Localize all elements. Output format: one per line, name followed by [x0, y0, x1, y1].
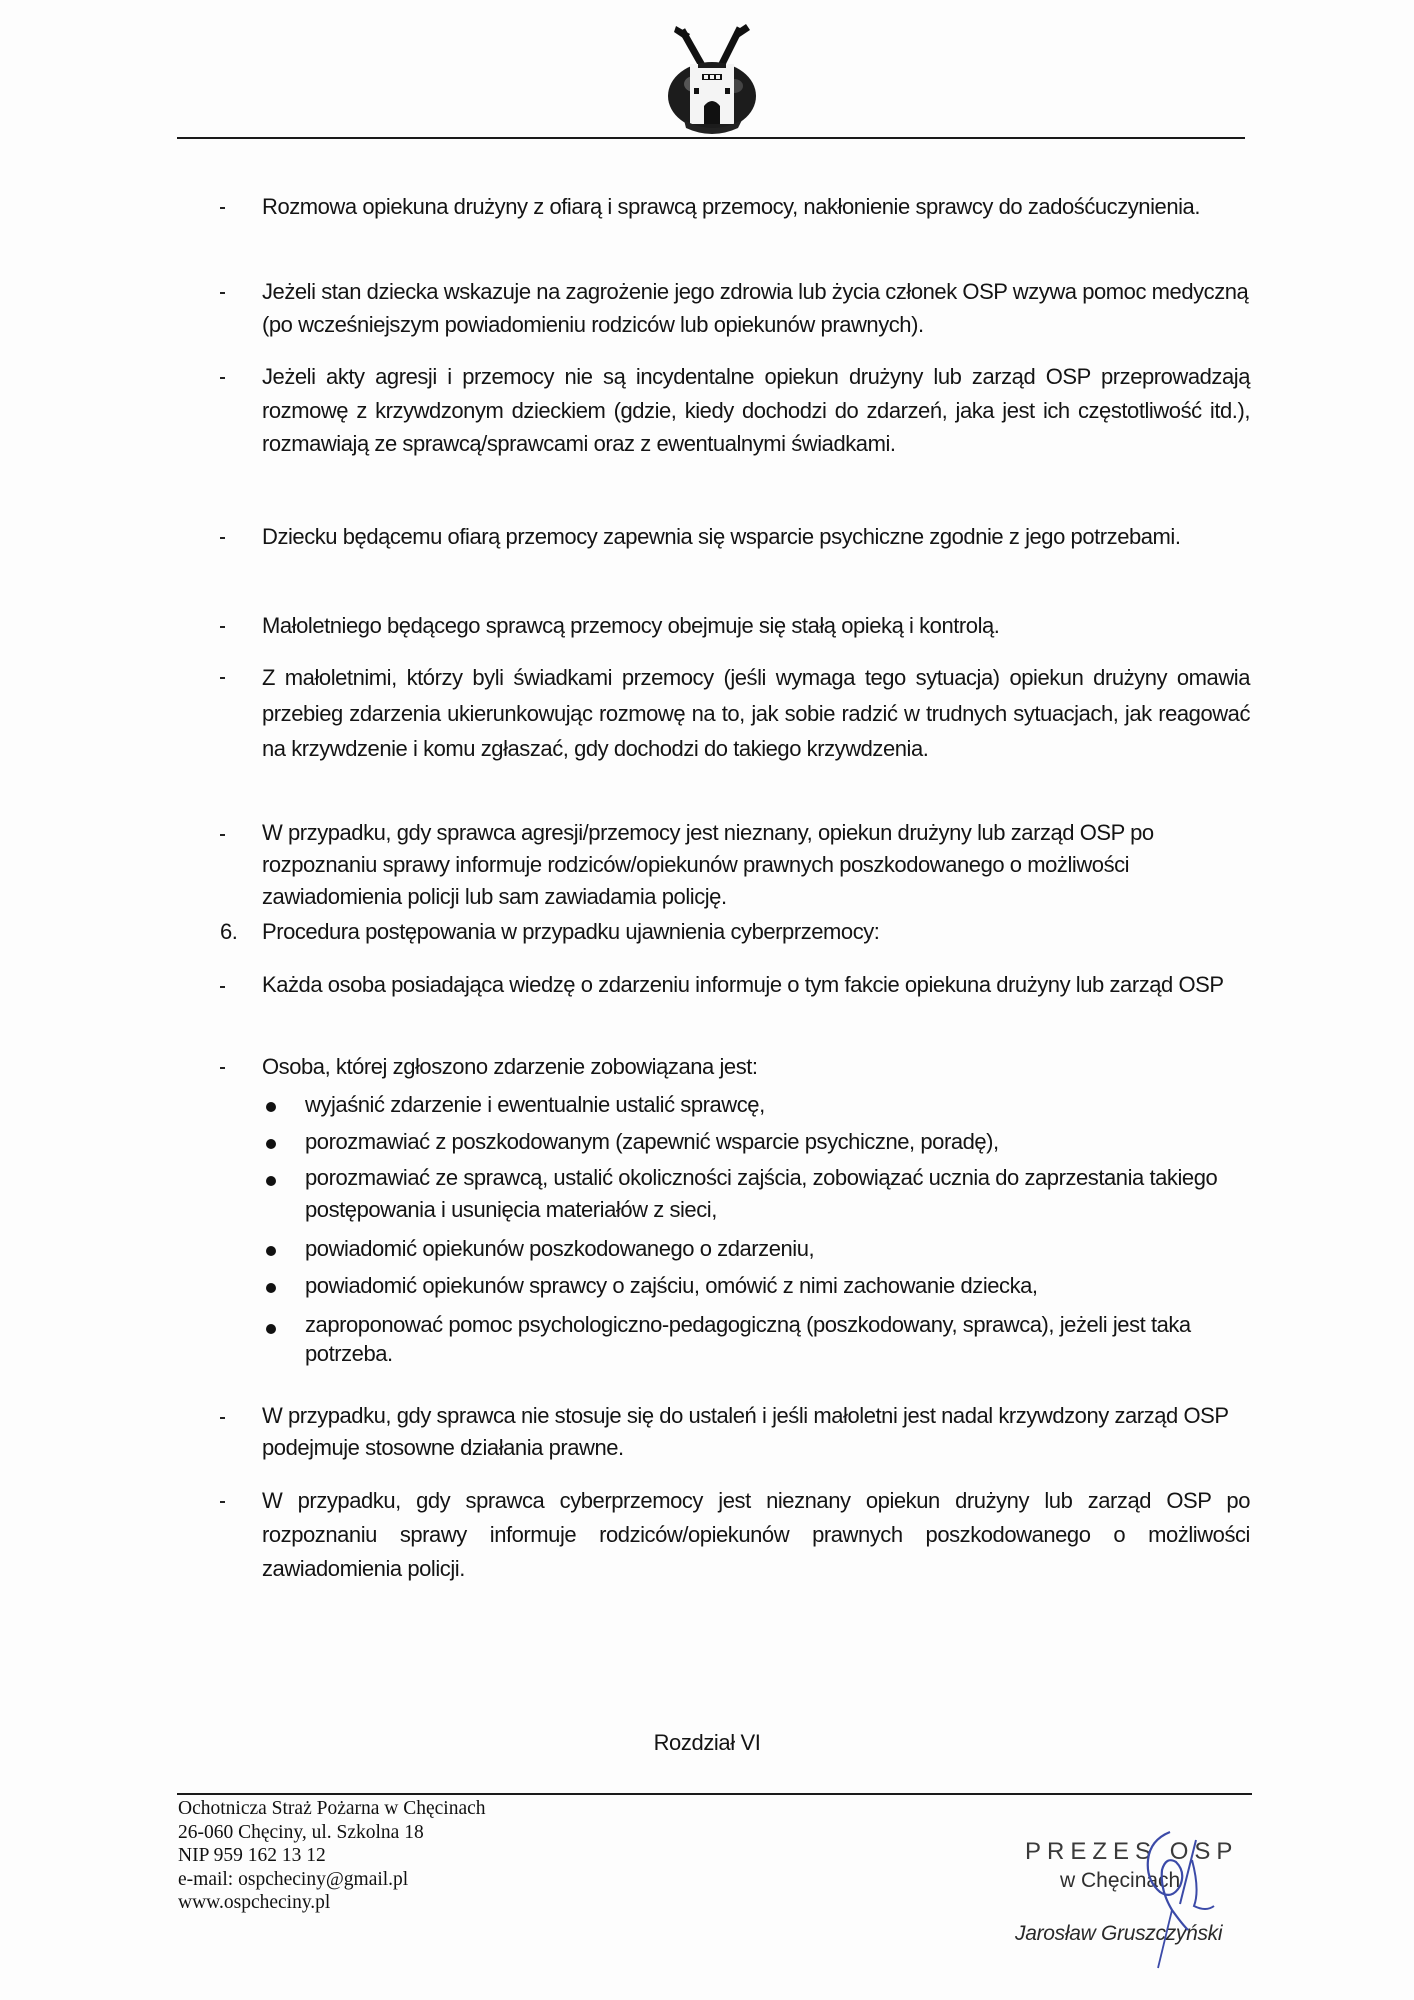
obligation-text: porozmawiać ze sprawcą, ustalić okoliczności zajścia, zobowiązać ucznia do zaprzestania takiego postępowania i usunięcia materiałów z sieci,	[305, 1165, 1218, 1222]
bullet-icon	[266, 1102, 276, 1112]
list-item	[262, 817, 1250, 913]
list-item-text: W przypadku, gdy sprawca agresji/przemocy jest nieznany, opiekun drużyny lub zarząd OSP po rozpoznaniu sprawy informuje rodziców/opiekunów prawnych poszkodowanego o możliwości zawiadomienia policji lub sam zawiadamia policję.	[262, 820, 1154, 909]
list-item	[262, 360, 1250, 461]
list-item	[262, 609, 1250, 642]
section-number: 6.	[220, 919, 238, 944]
tax-id: NIP 959 162 13 12	[178, 1845, 326, 1866]
bullet-icon	[266, 1176, 276, 1186]
email-address: e-mail: ospcheciny@gmail.pl	[178, 1868, 409, 1890]
bullet-icon	[266, 1139, 276, 1149]
obligation-text: wyjaśnić zdarzenie i ewentualnie ustalić sprawcę,	[305, 1092, 765, 1117]
stamp-name: Jarosław Gruszczyński	[1015, 1922, 1223, 1945]
stamp-place: w Chęcinach	[1060, 1869, 1181, 1892]
list-item-text: Rozmowa opiekuna drużyny z ofiarą i sprawcą przemocy, nakłonienie sprawcy do zadośćuczynienia.	[262, 194, 1200, 219]
obligation-text: zaproponować pomoc psychologiczno-pedagogiczną (poszkodowany, sprawca), jeżeli jest taka potrzeba.	[305, 1312, 1191, 1366]
obligation-text: powiadomić opiekunów poszkodowanego o zdarzeniu,	[305, 1236, 815, 1261]
stamp-title: PREZES OSP	[1025, 1838, 1239, 1865]
obligation-item	[305, 1232, 1250, 1265]
list-item	[262, 190, 1250, 223]
list-item	[262, 660, 1250, 767]
list-item-text: Każda osoba posiadająca wiedzę o zdarzeniu informuje o tym fakcie opiekuna drużyny lub zarząd OSP	[262, 972, 1224, 997]
website-address: www.ospcheciny.pl	[178, 1892, 331, 1913]
list-item	[262, 1400, 1250, 1464]
bullet-icon	[266, 1324, 276, 1334]
section-title: Procedura postępowania w przypadku ujawnienia cyberprzemocy:	[262, 919, 880, 944]
list-item-text: W przypadku, gdy sprawca cyberprzemocy jest nieznany opiekun drużyny lub zarząd OSP po rozpoznaniu sprawy informuje rodziców/opiekunów prawnych poszkodowanego o możliwości zawiadomienia policji.	[262, 1488, 1250, 1581]
president-stamp	[1015, 1820, 1255, 1970]
organization-address	[178, 1797, 486, 1915]
footer-divider	[177, 1793, 1252, 1795]
coat-of-arms-icon	[664, 24, 760, 134]
obligation-item	[305, 1269, 1250, 1302]
obligation-item	[305, 1088, 1250, 1121]
obligation-item	[305, 1125, 1250, 1158]
obligation-item	[305, 1310, 1250, 1368]
bullet-icon	[266, 1246, 276, 1256]
bullet-icon	[266, 1283, 276, 1293]
list-item-text: Dziecku będącemu ofiarą przemocy zapewnia się wsparcie psychiczne zgodnie z jego potrzebami.	[262, 524, 1181, 549]
list-item	[262, 969, 1250, 1001]
header-divider	[177, 137, 1245, 139]
list-item-text: W przypadku, gdy sprawca nie stosuje się do ustaleń i jeśli małoletni jest nadal krzywdzony zarząd OSP podejmuje stosowne działania prawne.	[262, 1403, 1229, 1460]
list-item	[262, 275, 1250, 341]
list-item-text: Z małoletnimi, którzy byli świadkami przemocy (jeśli wymaga tego sytuacja) opiekun drużyny omawia przebieg zdarzenia ukierunkowując rozmowę na to, jak sobie radzić w trudnych sytuacjach, jak reagować na krzywdzenie i komu zgłaszać, gdy dochodzi do takiego krzywdzenia.	[262, 665, 1250, 761]
list-item-text: Osoba, której zgłoszono zdarzenie zobowiązana jest:	[262, 1054, 758, 1079]
chapter-heading: Rozdział VI	[653, 1730, 761, 1755]
obligation-text: porozmawiać z poszkodowanym (zapewnić wsparcie psychiczne, poradę),	[305, 1129, 999, 1154]
organization-name: Ochotnicza Straż Pożarna w Chęcinach	[178, 1798, 486, 1819]
obligation-item	[305, 1162, 1250, 1226]
list-item-text: Małoletniego będącego sprawcą przemocy obejmuje się stałą opieką i kontrolą.	[262, 613, 1000, 638]
signature-icon	[1110, 1820, 1230, 1970]
postal-address: 26-060 Chęciny, ul. Szkolna 18	[178, 1821, 424, 1843]
obligation-text: powiadomić opiekunów sprawcy o zajściu, omówić z nimi zachowanie dziecka,	[305, 1273, 1038, 1298]
list-item-text: Jeżeli akty agresji i przemocy nie są incydentalne opiekun drużyny lub zarząd OSP przeprowadzają rozmowę z krzywdzonym dzieckiem (gdzie, kiedy dochodzi do zdarzeń, jaka jest ich częstotliwość itd.), rozmawiają ze sprawcą/sprawcami oraz z ewentualnymi świadkami.	[262, 364, 1250, 456]
list-item	[262, 520, 1250, 553]
list-item	[262, 1484, 1250, 1586]
list-item	[262, 1050, 1250, 1083]
list-item-text: Jeżeli stan dziecka wskazuje na zagrożenie jego zdrowia lub życia członek OSP wzywa pomoc medyczną (po wcześniejszym powiadomieniu rodziców lub opiekunów prawnych).	[262, 279, 1249, 337]
section-heading	[220, 915, 1250, 948]
